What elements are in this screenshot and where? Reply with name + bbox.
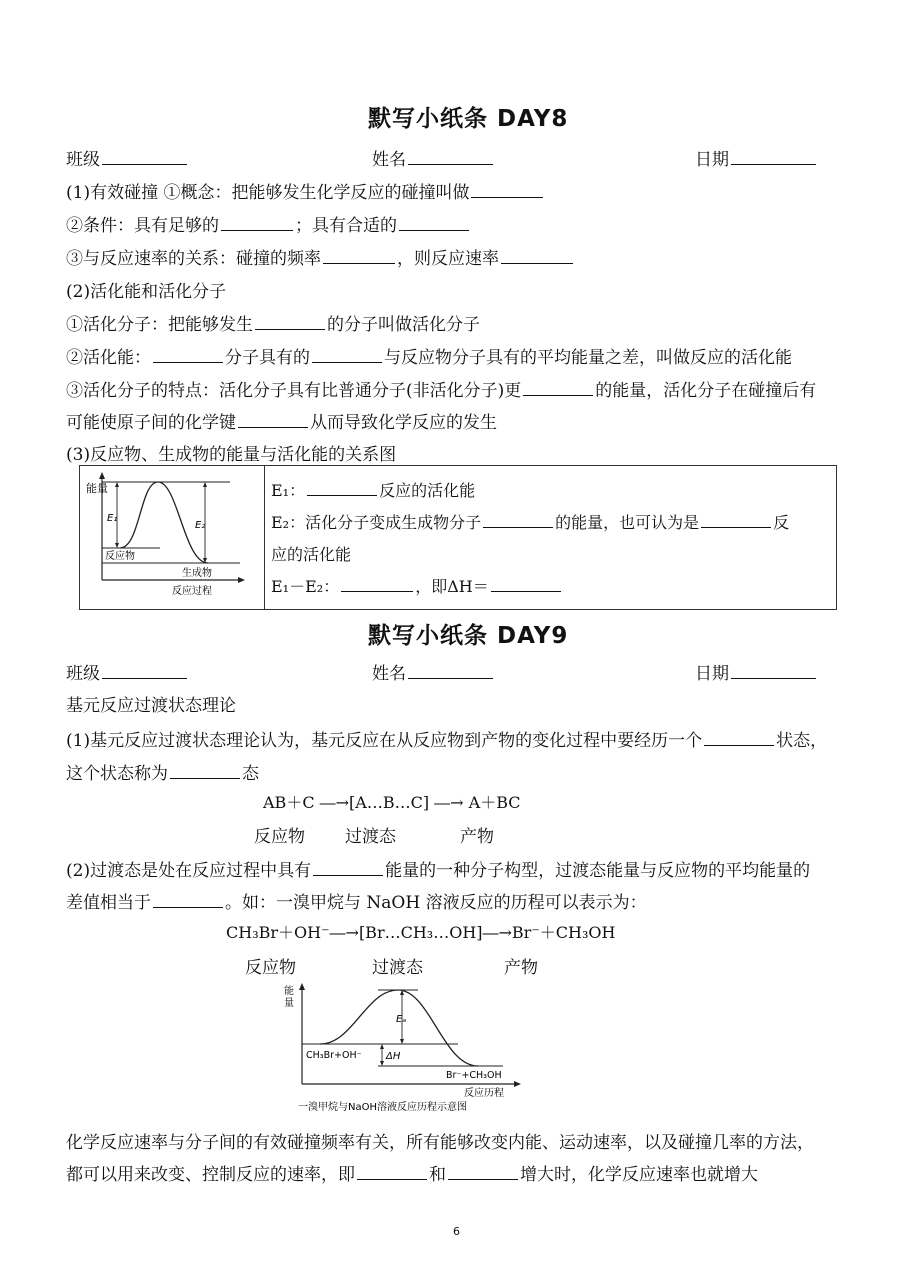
fig2-reactant-label: CH₃Br+OH⁻ xyxy=(306,1050,362,1061)
fig2-ea-label: Eₐ xyxy=(396,1014,407,1025)
line-text: 的分子叫做活化分子 xyxy=(327,315,480,335)
day9-p6 xyxy=(66,1160,758,1185)
line-text: 可能使原子间的化学键 xyxy=(66,413,236,433)
line-text: 增大时，化学反应速率也就增大 xyxy=(520,1165,758,1185)
answer-blank[interactable] xyxy=(153,890,223,908)
fig1-e2-label: E₂ xyxy=(195,520,206,531)
day9-p3 xyxy=(66,856,810,881)
line-text: 与反应物分子具有的平均能量之差，叫做反应的活化能 xyxy=(384,348,792,368)
line-text: ，即ΔH＝ xyxy=(415,577,489,596)
reaction-profile-diagram xyxy=(278,980,528,1116)
answer-blank[interactable] xyxy=(170,761,240,779)
eq2-label-product: 产物 xyxy=(504,958,538,978)
fig2-ylabel-1: 能 xyxy=(284,986,294,997)
answer-blank[interactable] xyxy=(701,511,771,528)
date-label: 日期 xyxy=(695,664,729,684)
eq1-label-transition: 过渡态 xyxy=(345,827,396,847)
answer-blank[interactable] xyxy=(501,246,573,264)
day9-p1 xyxy=(66,726,827,751)
name-blank[interactable] xyxy=(408,147,493,165)
eq2-label-transition: 过渡态 xyxy=(372,958,423,978)
day8-line3 xyxy=(66,244,575,269)
class-label: 班级 xyxy=(66,664,100,684)
name-label: 姓名 xyxy=(372,150,406,170)
line-text: 状态， xyxy=(776,731,828,751)
fig2-ylabel-2: 量 xyxy=(284,998,294,1009)
line-text: ②条件：具有足够的 xyxy=(66,216,219,236)
line-text: ，则反应速率 xyxy=(397,249,499,269)
equation-2: CH₃Br＋OH⁻―→[Br…CH₃…OH]―→Br⁻＋CH₃OH xyxy=(226,923,616,942)
day8-line1 xyxy=(66,178,545,203)
day8-line4: (2)活化能和活化分子 xyxy=(66,282,227,302)
line-text: (1)基元反应过渡状态理论认为，基元反应在从反应物到产物的变化过程中要经历一个 xyxy=(66,731,703,751)
answer-blank[interactable] xyxy=(483,511,553,528)
fig2-xlabel: 反应历程 xyxy=(464,1088,504,1099)
energy-table xyxy=(79,465,837,610)
fig1-ylabel: 能量 xyxy=(86,482,108,495)
name-blank[interactable] xyxy=(408,661,493,679)
line-text: E₂：活化分子变成生成物分子 xyxy=(271,513,482,532)
answer-blank[interactable] xyxy=(313,858,383,876)
fig2-product-label: Br⁻+CH₃OH xyxy=(446,1070,502,1081)
date-blank[interactable] xyxy=(731,661,816,679)
day8-line5 xyxy=(66,310,480,335)
energy-diagram-cell xyxy=(80,466,265,610)
name-label: 姓名 xyxy=(372,664,406,684)
day8-class-field xyxy=(66,145,189,170)
eq2-label-reactant: 反应物 xyxy=(245,958,296,978)
class-blank[interactable] xyxy=(102,147,187,165)
day8-date-field xyxy=(695,145,818,170)
day9-class-field xyxy=(66,659,189,684)
line-text: 这个状态称为 xyxy=(66,764,168,784)
eq1-label-product: 产物 xyxy=(460,827,494,847)
answer-blank[interactable] xyxy=(357,1162,427,1180)
day9-title: 默写小纸条 DAY9 xyxy=(368,623,569,649)
day8-title: 默写小纸条 DAY8 xyxy=(368,106,569,132)
line-text: 能量的一种分子构型，过渡态能量与反应物的平均能量的 xyxy=(385,861,811,881)
energy-diagram xyxy=(80,466,264,604)
day8-name-field xyxy=(372,145,495,170)
day9-name-field xyxy=(372,659,495,684)
page-number: 6 xyxy=(453,1225,460,1238)
day8-line2 xyxy=(66,211,471,236)
answer-blank[interactable] xyxy=(238,410,308,428)
day8-line7 xyxy=(66,376,816,401)
date-label: 日期 xyxy=(695,150,729,170)
line-text: 的能量，也可认为是 xyxy=(555,513,700,532)
line-text: 反应的活化能 xyxy=(379,481,476,500)
answer-blank[interactable] xyxy=(323,246,395,264)
day9-p2 xyxy=(66,759,259,784)
line-text: 反 xyxy=(773,513,790,532)
fig1-product-label: 生成物 xyxy=(182,568,212,579)
energy-text-cell xyxy=(265,466,837,610)
day9-p5: 化学反应速率与分子间的有效碰撞频率有关，所有能够改变内能、运动速率，以及碰撞几率的方法， xyxy=(66,1133,814,1153)
line-text: 态 xyxy=(242,764,259,784)
line-text: ①活化分子：把能够发生 xyxy=(66,315,253,335)
line-text: 分子具有的 xyxy=(225,348,310,368)
day8-line9: (3)反应物、生成物的能量与活化能的关系图 xyxy=(66,445,397,465)
line-text: 的能量，活化分子在碰撞后有 xyxy=(595,381,817,401)
eq1-label-reactant: 反应物 xyxy=(254,827,305,847)
box-e1-line xyxy=(271,478,475,501)
answer-blank[interactable] xyxy=(491,575,561,592)
line-text: 差值相当于 xyxy=(66,893,151,913)
line-text: (1)有效碰撞 ①概念：把能够发生化学反应的碰撞叫做 xyxy=(66,183,470,203)
line-text: E₁－E₂： xyxy=(271,577,340,596)
day9-heading: 基元反应过渡状态理论 xyxy=(66,696,236,716)
line-text: 都可以用来改变、控制反应的速率，即 xyxy=(66,1165,355,1185)
answer-blank[interactable] xyxy=(153,345,223,363)
line-text: (2)过渡态是处在反应过程中具有 xyxy=(66,861,312,881)
day8-line6 xyxy=(66,343,792,368)
equation-1: AB＋C ―→[A…B…C] ―→ A＋BC xyxy=(263,793,521,812)
answer-blank[interactable] xyxy=(312,345,382,363)
fig2-caption: 一溴甲烷与NaOH溶液反应历程示意图 xyxy=(298,1102,467,1113)
date-blank[interactable] xyxy=(731,147,816,165)
answer-blank[interactable] xyxy=(704,728,774,746)
answer-blank[interactable] xyxy=(307,479,377,496)
line-text: ②活化能： xyxy=(66,348,151,368)
answer-blank[interactable] xyxy=(221,213,293,231)
answer-blank[interactable] xyxy=(471,180,543,198)
fig1-reactant-label: 反应物 xyxy=(105,551,135,562)
day9-p4 xyxy=(66,888,647,913)
day9-date-field xyxy=(695,659,818,684)
box-e2-cont-line: 应的活化能 xyxy=(271,545,352,564)
box-e2-line xyxy=(271,510,789,533)
answer-blank[interactable] xyxy=(523,378,593,396)
line-text: 从而导致化学反应的发生 xyxy=(310,413,497,433)
class-label: 班级 xyxy=(66,150,100,170)
class-blank[interactable] xyxy=(102,661,187,679)
line-text: E₁： xyxy=(271,481,306,500)
answer-blank[interactable] xyxy=(448,1162,518,1180)
day8-line8 xyxy=(66,408,497,433)
line-text: 和 xyxy=(429,1165,446,1185)
line-text: ③活化分子的特点：活化分子具有比普通分子(非活化分子)更 xyxy=(66,381,522,401)
line-text: 。如：一溴甲烷与 NaOH 溶液反应的历程可以表示为： xyxy=(225,893,647,913)
box-e3-line xyxy=(271,574,563,597)
line-text: ③与反应速率的关系：碰撞的频率 xyxy=(66,249,321,269)
answer-blank[interactable] xyxy=(399,213,469,231)
answer-blank[interactable] xyxy=(341,575,413,592)
fig1-e1-label: E₁ xyxy=(107,513,118,524)
fig1-xlabel: 反应过程 xyxy=(172,586,212,597)
line-text: ；具有合适的 xyxy=(295,216,397,236)
answer-blank[interactable] xyxy=(255,312,325,330)
fig2-dh-label: ΔH xyxy=(386,1051,401,1062)
